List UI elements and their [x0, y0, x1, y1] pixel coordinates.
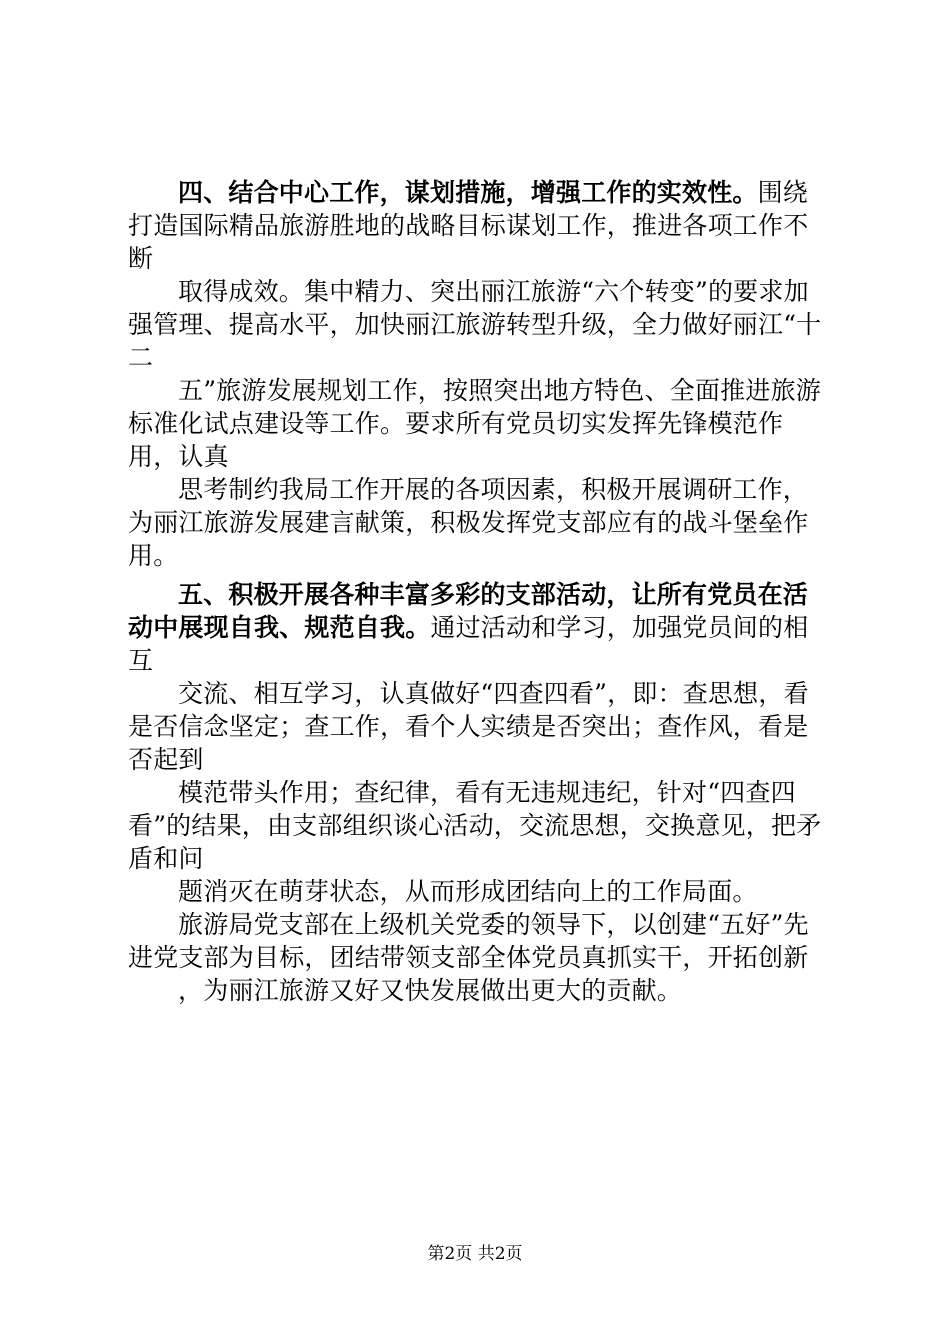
- paragraph-text: 模范带头作用；查纪律，看有无违规违纪，针对“四查四看”的结果，由支部组织谈心活动，交流思想，交换意见，把矛盾和问: [128, 778, 822, 873]
- paragraph: [128, 875, 832, 908]
- paragraph: [128, 374, 832, 473]
- paragraph: [128, 677, 832, 776]
- paragraph: [128, 974, 832, 1007]
- section-four-heading: 四、结合中心工作，谋划措施，增强工作的实效性。: [178, 178, 758, 207]
- section-five-heading: 五、积极开展各种丰富多彩的支部活动，让所有党员在活动中展现自我、规范自我。: [128, 580, 809, 642]
- page-number-label: 第2页 共2页: [427, 1244, 523, 1264]
- paragraph-text: 题消灭在萌芽状态，从而形成团结向上的工作局面。: [178, 877, 758, 906]
- paragraph-text: ，为丽江旅游又好又快发展做出更大的贡献。: [178, 976, 683, 1005]
- paragraph-closing: [128, 908, 832, 974]
- paragraph-text: 交流、相互学习，认真做好“四查四看”，即：查思想，看是否信念坚定；查工作，看个人实绩是否突出；查作风，看是否起到: [128, 679, 809, 774]
- paragraph-section-five: [128, 578, 832, 677]
- paragraph-text: 通过活动和学习，加强党员间的相互: [128, 613, 809, 675]
- paragraph-text: 取得成效。集中精力、突出丽江旅游“六个转变”的要求加强管理、提高水平，加快丽江旅游转型升级，全力做好丽江“十二: [128, 277, 822, 372]
- paragraph-text: 五”旅游发展规划工作，按照突出地方特色、全面推进旅游标准化试点建设等工作。要求所有党员切实发挥先锋模范作用，认真: [128, 376, 821, 471]
- paragraph-section-four: [128, 176, 832, 275]
- paragraph: [128, 473, 832, 572]
- paragraph-text: 旅游局党支部在上级机关党委的领导下，以创建“五好”先进党支部为目标，团结带领支部全体党员真抓实干，开拓创新: [128, 910, 809, 972]
- document-body: [128, 176, 832, 1007]
- paragraph-text: 思考制约我局工作开展的各项因素，积极开展调研工作，为丽江旅游发展建言献策，积极发挥党支部应有的战斗堡垒作用。: [128, 475, 809, 570]
- paragraph: [128, 275, 832, 374]
- page-footer: [0, 1243, 950, 1265]
- paragraph-text: 围绕打造国际精品旅游胜地的战略目标谋划工作，推进各项工作不断: [128, 178, 809, 273]
- paragraph: [128, 776, 832, 875]
